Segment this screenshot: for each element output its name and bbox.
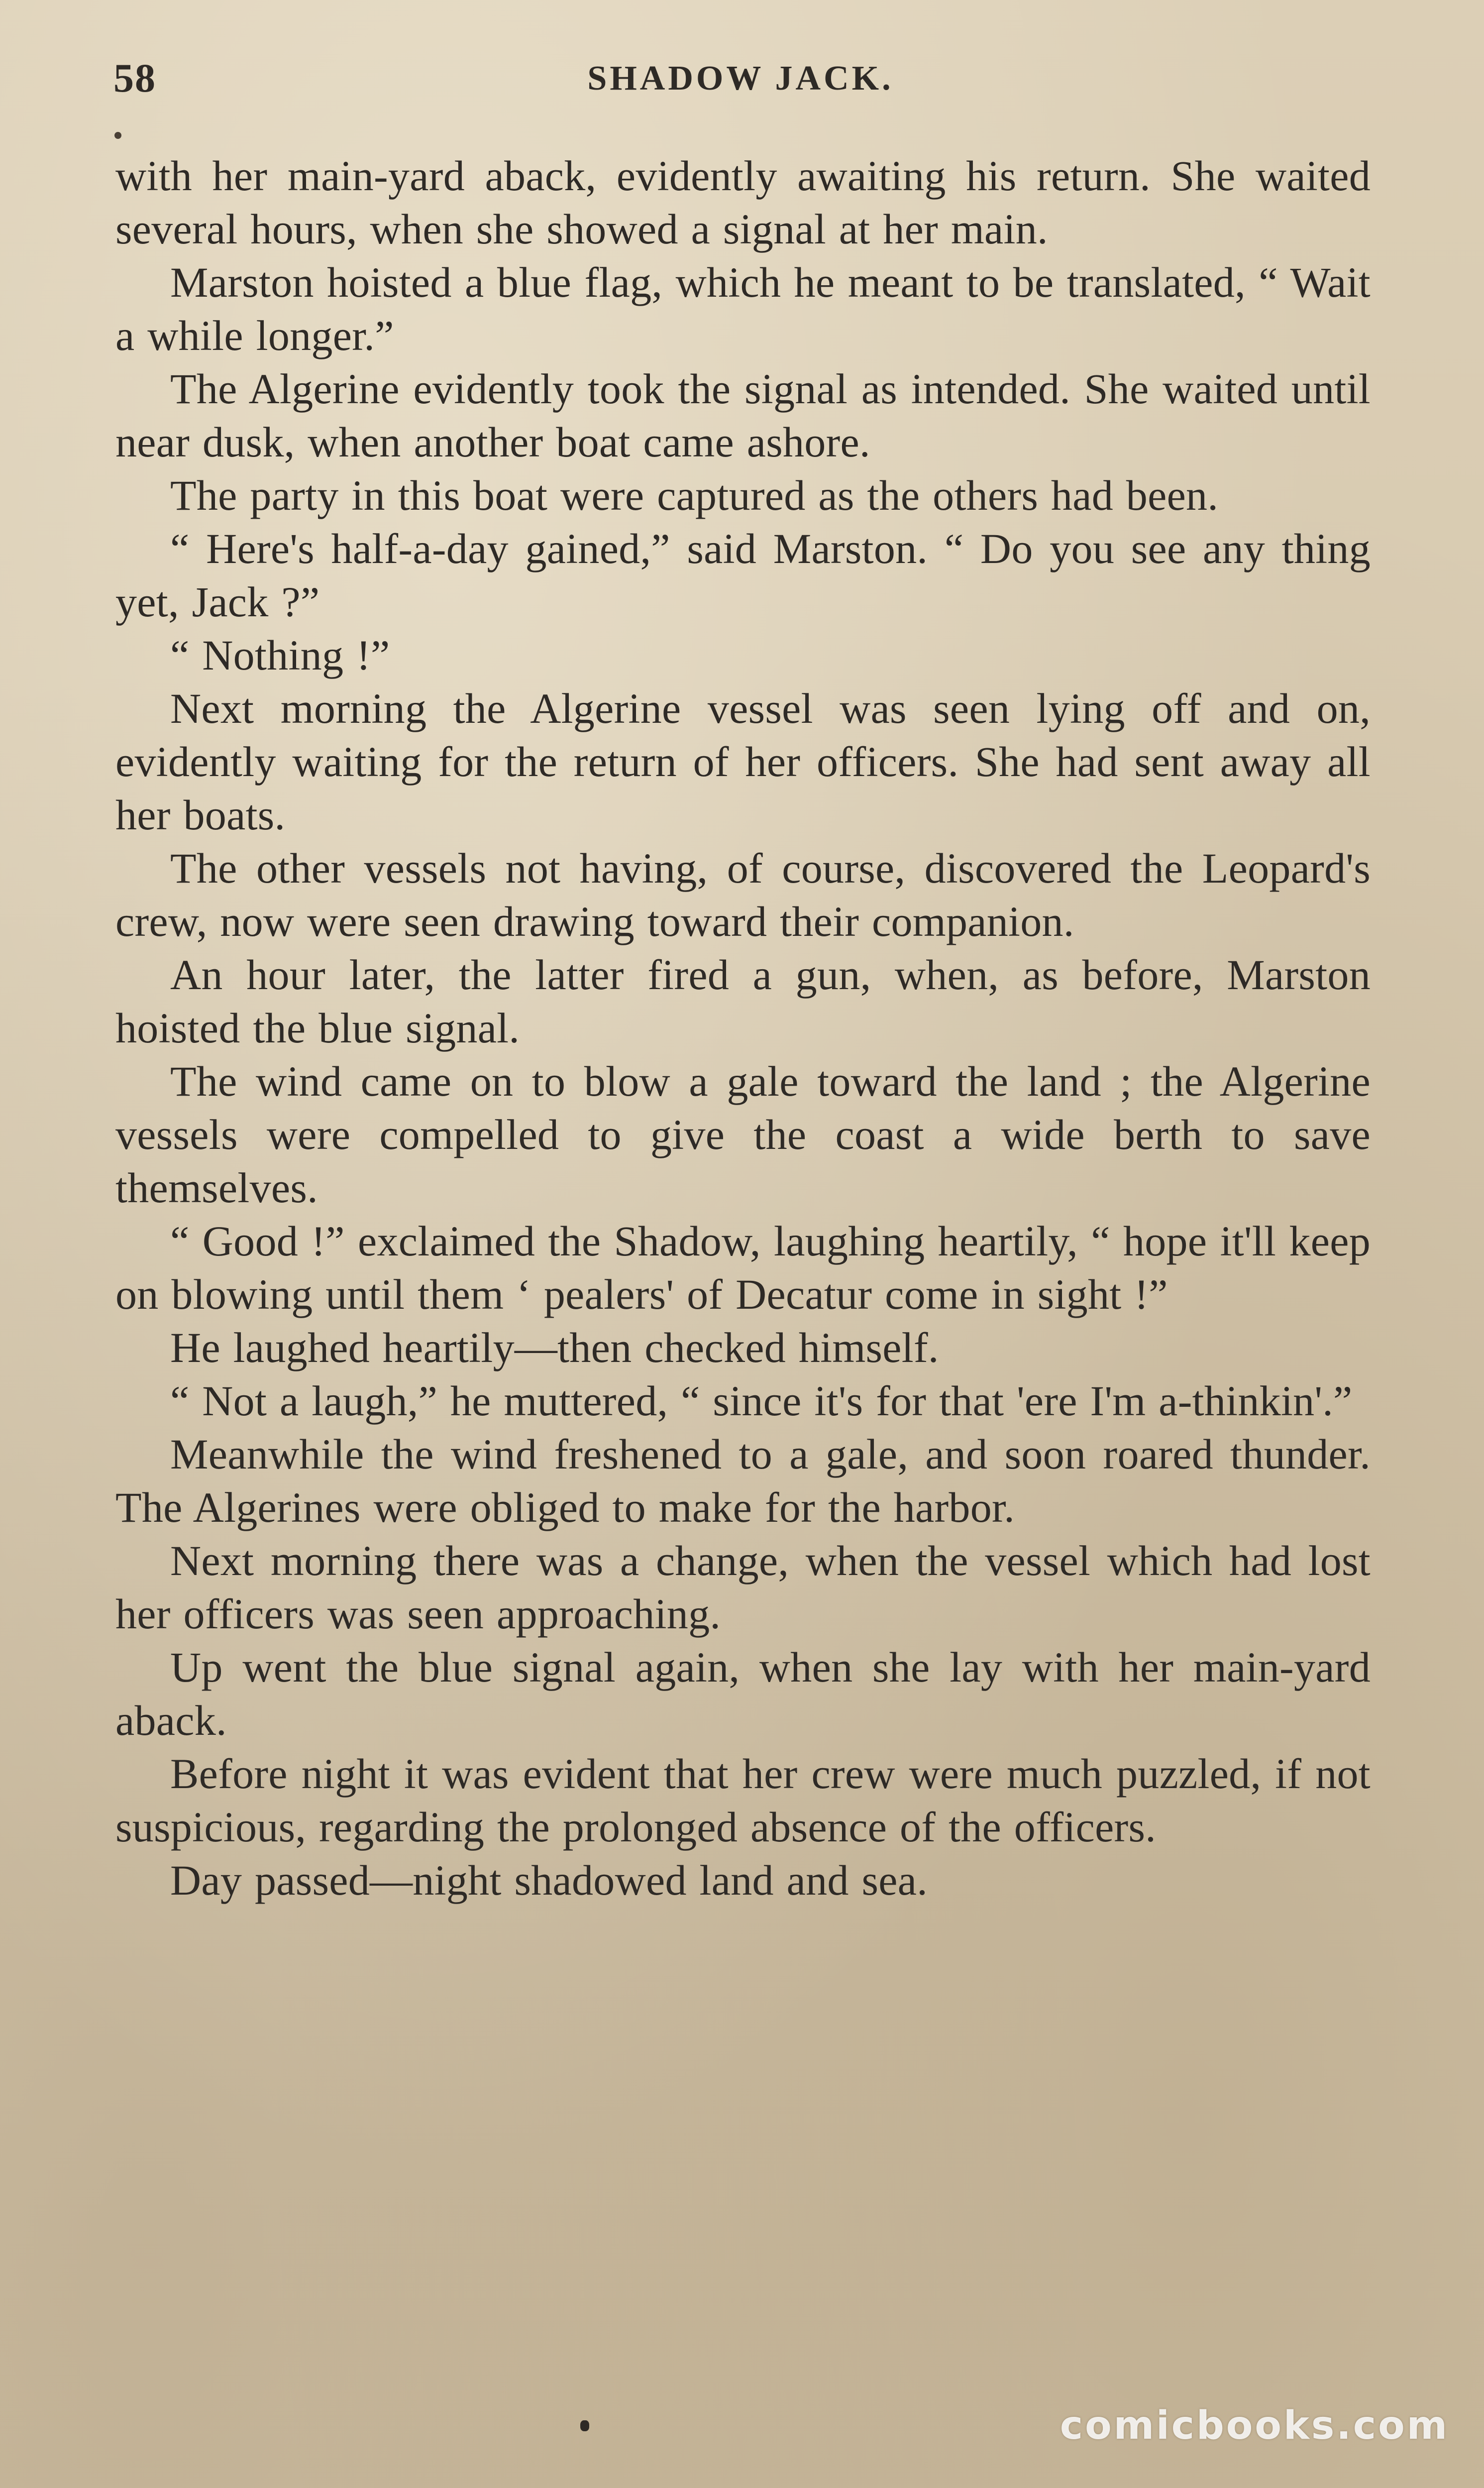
- paragraph: The other vessels not having, of course, discovered the Leopard's crew, now were seen drawing toward their companion.: [115, 844, 1371, 945]
- paragraph: “ Nothing !”: [170, 631, 390, 679]
- ink-speck: [580, 2420, 589, 2431]
- page-header: [113, 55, 1368, 110]
- paragraph: He laughed heartily—then checked himself.: [170, 1324, 939, 1371]
- paragraph: The wind came on to blow a gale toward the land ; the Algerine vessels were compelled to give the coast a wide berth to save themselves.: [115, 1057, 1371, 1212]
- paragraph: Next morning the Algerine vessel was seen lying off and on, evidently waiting for the return of her officers. She had sent away all her boats.: [115, 684, 1371, 839]
- paragraph: Next morning there was a change, when the vessel which had lost her officers was seen approaching.: [115, 1537, 1371, 1638]
- watermark: comicbooks.com: [1060, 2403, 1449, 2448]
- ink-speck: [114, 132, 121, 139]
- body-text: [115, 149, 1371, 1907]
- paragraph: The Algerine evidently took the signal as intended. She waited until near dusk, when another boat came ashore.: [115, 365, 1371, 466]
- running-head: SHADOW JACK.: [587, 59, 894, 98]
- paragraph: Before night it was evident that her crew were much puzzled, if not suspicious, regarding the prolonged absence of the officers.: [115, 1750, 1371, 1851]
- page-number: 58: [113, 55, 156, 101]
- paragraph: “ Good !” exclaimed the Shadow, laughing heartily, “ hope it'll keep on blowing until them ‘ pealers' of Decatur come in sight !”: [115, 1217, 1371, 1318]
- paragraph: An hour later, the latter fired a gun, when, as before, Marston hoisted the blue signal.: [115, 951, 1371, 1052]
- paragraph: Meanwhile the wind freshened to a gale, and soon roared thunder. The Algerines were obliged to make for the harbor.: [115, 1430, 1371, 1531]
- paragraph: Day passed—night shadowed land and sea.: [170, 1856, 928, 1904]
- paragraph: “ Here's half-a-day gained,” said Marston. “ Do you see any thing yet, Jack ?”: [115, 525, 1371, 626]
- paragraph: Marston hoisted a blue flag, which he meant to be translated, “ Wait a while longer.”: [115, 258, 1371, 359]
- paragraph: with her main-yard aback, evidently awaiting his return. She waited several hours, when she showed a signal at her main.: [115, 152, 1371, 253]
- paragraph: The party in this boat were captured as the others had been.: [170, 471, 1219, 519]
- paragraph: “ Not a laugh,” he muttered, “ since it's for that 'ere I'm a-thinkin'.”: [170, 1377, 1353, 1425]
- paragraph: Up went the blue signal again, when she lay with her main-yard aback.: [115, 1643, 1371, 1744]
